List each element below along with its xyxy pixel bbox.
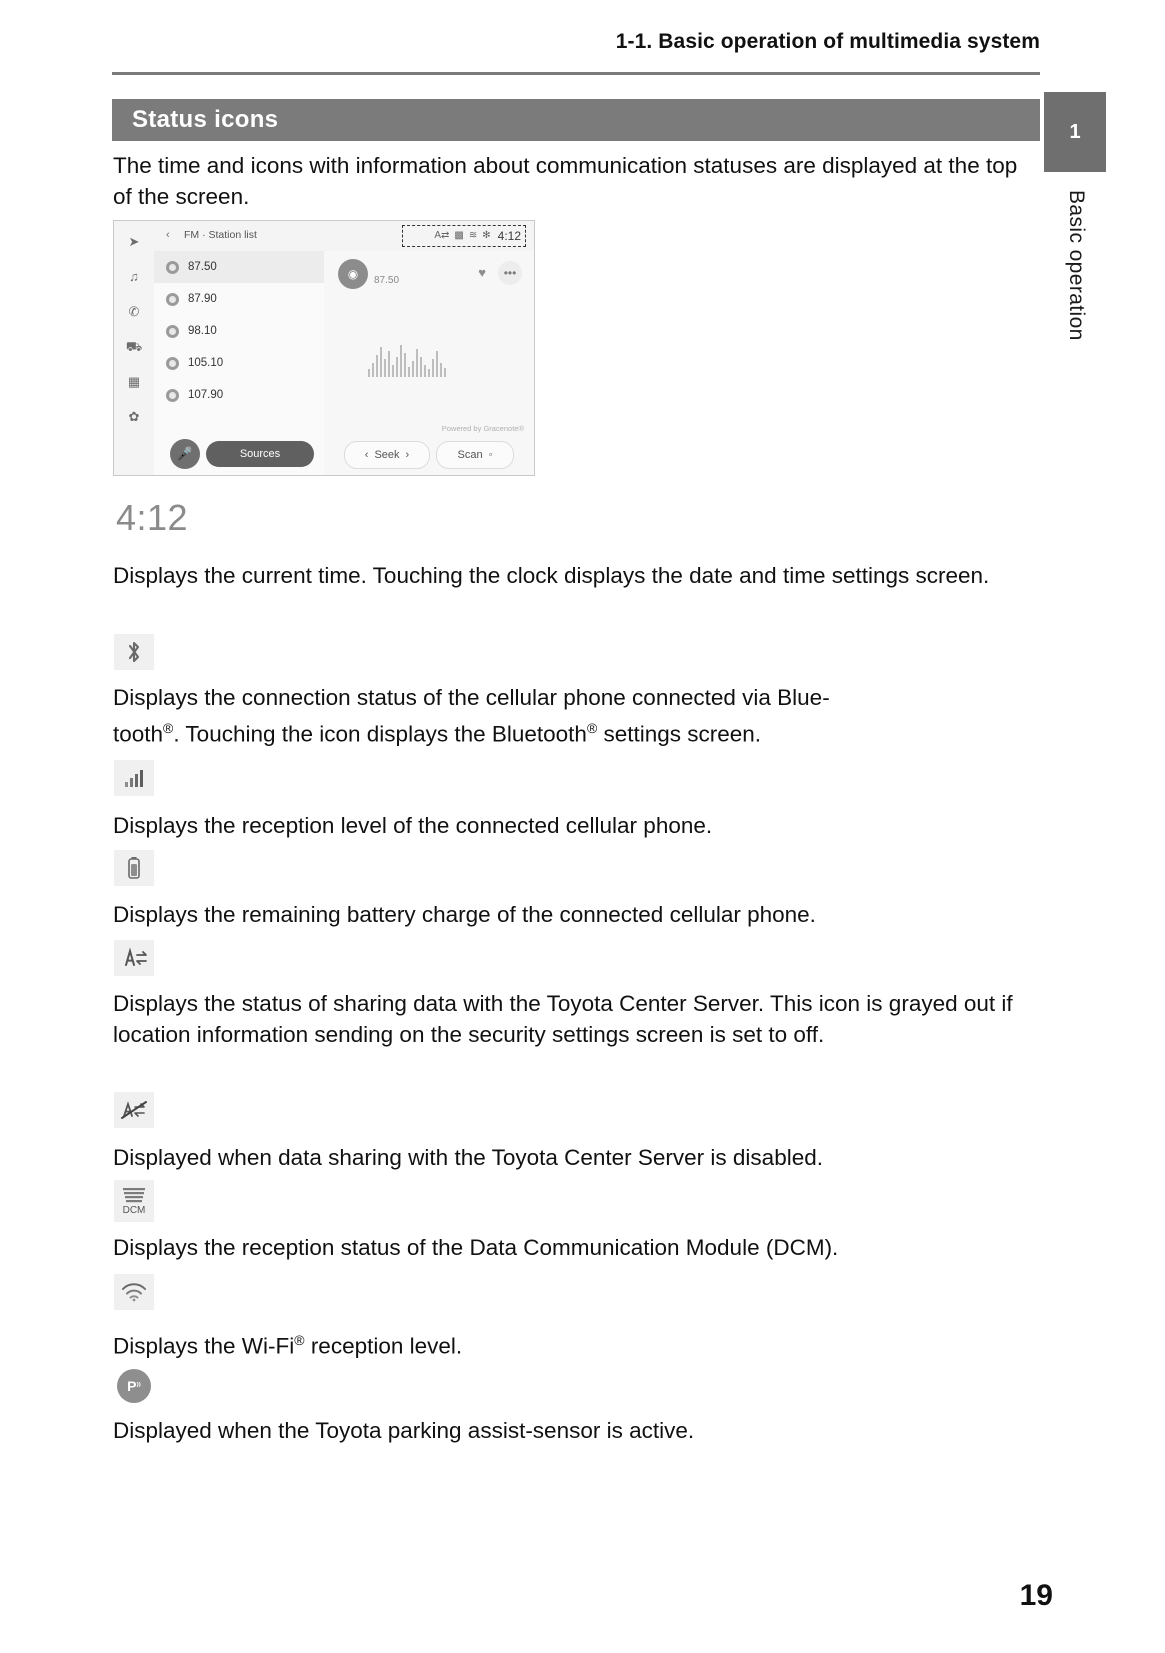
- station-list-item: [154, 315, 324, 347]
- station-icon: [166, 389, 179, 402]
- screen-breadcrumb: FM · Station list: [184, 229, 257, 241]
- dcm-icon: [114, 1180, 154, 1222]
- screen-topbar: [154, 221, 534, 252]
- screen-bottom-bar: [154, 435, 534, 475]
- clock-description: Displays the current time. Touching the clock displays the date and time settings screen.: [113, 563, 990, 588]
- favorite-heart-icon: ♥: [478, 265, 486, 280]
- signal-bars-icon: [114, 760, 154, 796]
- sources-button: Sources: [206, 441, 314, 467]
- parking-assist-description: Displayed when the Toyota parking assist-sensor is active.: [113, 1418, 695, 1443]
- audio-waveform: [368, 343, 488, 377]
- microphone-icon: 🎤: [170, 439, 200, 469]
- data-sharing-disabled-description: Displayed when data sharing with the Toyota Center Server is disabled.: [113, 1145, 823, 1170]
- scan-button: [436, 441, 514, 469]
- screen-sidebar: [114, 221, 154, 475]
- seek-button: [344, 441, 430, 469]
- station-frequency: 105.10: [188, 357, 224, 369]
- dcm-icon: ▩: [454, 230, 464, 241]
- phone-icon: ✆: [128, 304, 140, 319]
- bluetooth-icon: ✻: [482, 230, 491, 241]
- wifi-description: Displays the Wi-Fi® reception level.: [113, 1332, 463, 1359]
- header-divider: [112, 72, 1040, 75]
- section-title-bar: [112, 99, 1040, 141]
- station-list-item: [154, 251, 324, 283]
- station-list-item: [154, 379, 324, 411]
- status-icons-callout: [402, 225, 526, 247]
- signal-description: Displays the reception level of the connected cellular phone.: [113, 813, 713, 838]
- section-title: Status icons: [132, 106, 279, 133]
- wifi-icon: ≋: [468, 230, 478, 241]
- station-icon: [166, 325, 179, 338]
- car-icon: ⛟: [125, 339, 143, 354]
- radio-icon: ◉: [338, 259, 368, 289]
- settings-gear-icon: ✿: [128, 409, 140, 424]
- station-icon: [166, 261, 179, 274]
- back-chevron-icon: ‹: [166, 229, 170, 241]
- parking-assist-icon: [114, 1368, 154, 1404]
- dcm-description: Displays the reception status of the Data Communication Module (DCM).: [113, 1235, 839, 1260]
- parking-assist-waves-icon: ⁾⁾: [136, 1380, 141, 1391]
- bluetooth-icon: [114, 634, 154, 670]
- data-sharing-icon: A⇄: [434, 230, 450, 241]
- dcm-icon-label: DCM: [122, 1204, 146, 1216]
- powered-by-label: Powered by Gracenote®: [441, 424, 524, 433]
- navigation-icon: ➤: [128, 234, 140, 249]
- station-frequency: 107.90: [188, 389, 224, 401]
- chapter-number: 1: [1069, 120, 1081, 143]
- chapter-tab: [1044, 92, 1106, 172]
- intro-paragraph: The time and icons with information about communication statuses are displayed at the top of the screen.: [113, 153, 1018, 209]
- bluetooth-description: Displays the connection status of the cellular phone connected via Blue- tooth®. Touching the icon displays the Bluetooth® settings screen.: [113, 685, 830, 747]
- station-icon: [166, 357, 179, 370]
- clock-time-icon: 4:12: [116, 497, 189, 538]
- wifi-icon: [114, 1274, 154, 1310]
- station-frequency: 87.90: [188, 293, 217, 305]
- station-list-item: [154, 283, 324, 315]
- parking-assist-icon-label: P: [127, 1378, 137, 1394]
- station-frequency: 98.10: [188, 325, 217, 337]
- chapter-label: Basic operation: [1065, 190, 1088, 341]
- data-sharing-disabled-icon: [114, 1092, 154, 1128]
- multimedia-screen-figure: [113, 220, 535, 476]
- scan-status-dot: ◦: [488, 449, 493, 461]
- station-frequency: 87.50: [188, 261, 217, 273]
- seek-prev-icon: ‹: [364, 449, 369, 461]
- seek-label: Seek: [374, 449, 400, 461]
- scan-label: Scan: [457, 449, 483, 461]
- media-note-icon: ♫: [129, 269, 139, 284]
- seek-next-icon: ›: [405, 449, 410, 461]
- apps-grid-icon: ▦: [127, 374, 141, 389]
- data-sharing-description: Displays the status of sharing data with the Toyota Center Server. This icon is grayed out if location information sending on the security settings screen is set to off.: [113, 991, 1013, 1047]
- screen-clock: 4:12: [497, 229, 521, 243]
- now-playing-frequency: 87.50: [374, 275, 400, 286]
- page-header: 1-1. Basic operation of multimedia system: [615, 30, 1040, 53]
- station-icon: [166, 293, 179, 306]
- data-sharing-icon: [114, 940, 154, 976]
- battery-description: Displays the remaining battery charge of the connected cellular phone.: [113, 902, 816, 927]
- more-options-icon: •••: [498, 261, 522, 285]
- station-list-item: [154, 347, 324, 379]
- battery-icon: [114, 850, 154, 886]
- page-number: 19: [1019, 1579, 1053, 1612]
